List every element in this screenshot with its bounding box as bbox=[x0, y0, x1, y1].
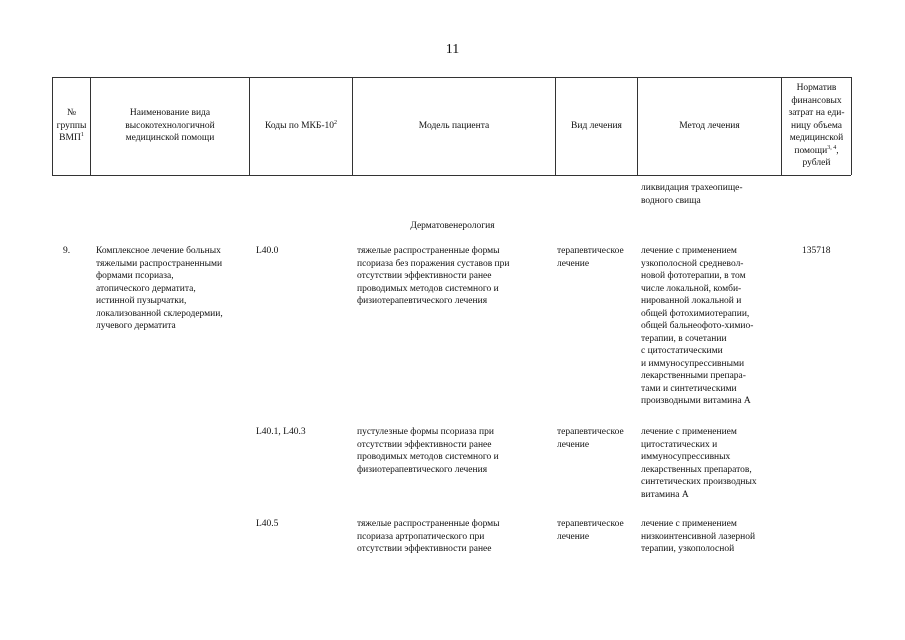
table-header-bottom-rule bbox=[52, 175, 851, 176]
row-treatment-method: лечение с применением цитостатических и иммуносупрессивных лекарственных препаратов, синтетических производных витамина А bbox=[641, 427, 757, 500]
continuation-method-text: ликвидация трахеопище- водного свища bbox=[641, 183, 743, 206]
group-care-name: Комплексное лечение больных тяжелыми распространенными формами псориаза, атопического дерматита, истинной пузырчатки, локализованной склеродермии, лучевого дерматита bbox=[96, 246, 223, 331]
row-treatment-type: терапевтическое лечение bbox=[557, 519, 624, 542]
row-patient-model: тяжелые распространенные формы псориаза артропатического при отсутствии эффективности ранее bbox=[357, 519, 500, 554]
group-cost-norm: 135718 bbox=[802, 246, 831, 256]
row-treatment-type: терапевтическое лечение bbox=[557, 427, 624, 450]
header-group-number: № группы ВМП$^1$ bbox=[56, 108, 87, 144]
col-border bbox=[851, 77, 852, 175]
row-icd-codes: L40.1, L40.3 bbox=[256, 427, 306, 437]
row-treatment-type: терапевтическое лечение bbox=[557, 246, 624, 269]
row-patient-model: пустулезные формы псориаза при отсутствии эффективности ранее проводимых методов системного и физиотерапевтического лечения bbox=[357, 427, 499, 475]
row-patient-model: тяжелые распространенные формы псориаза без поражения суставов при отсутствии эффективности ранее проводимых методов системного и физиотерапевтического лечения bbox=[357, 246, 510, 306]
header-patient-model: Модель пациента bbox=[418, 120, 490, 131]
header-treatment-type: Вид лечения bbox=[571, 120, 622, 131]
row-icd-codes: L40.0 bbox=[256, 246, 279, 256]
header-cost-norm: Норматив финансовых затрат на еди- ницу объема медицинской помощи$^{3, 4}$, рублей bbox=[788, 83, 845, 169]
header-care-type-name: Наименование вида высокотехнологичной медицинской помощи bbox=[125, 108, 215, 144]
page-number: 11 bbox=[445, 42, 460, 57]
row-icd-codes: L40.5 bbox=[256, 519, 279, 529]
header-icd-codes: Коды по МКБ-$10^2$ bbox=[264, 119, 338, 131]
section-title: Дерматовенерология bbox=[410, 221, 495, 231]
header-treatment-method: Метод лечения bbox=[679, 120, 740, 131]
row-treatment-method: лечение с применением низкоинтенсивной лазерной терапии, узкополосной bbox=[641, 519, 756, 554]
row-treatment-method: лечение с применением узкополосной средневол- новой фототерапии, в том числе локальной, комби- нированной локальной и общей фотохимиотерапии, общей бальнеофото-химио- терапии, в сочетании с цитостатическими и иммуносупрессивными лекарственными препара- тами и синтетическими производными витамина А bbox=[641, 246, 754, 406]
group-number: 9. bbox=[63, 246, 71, 256]
